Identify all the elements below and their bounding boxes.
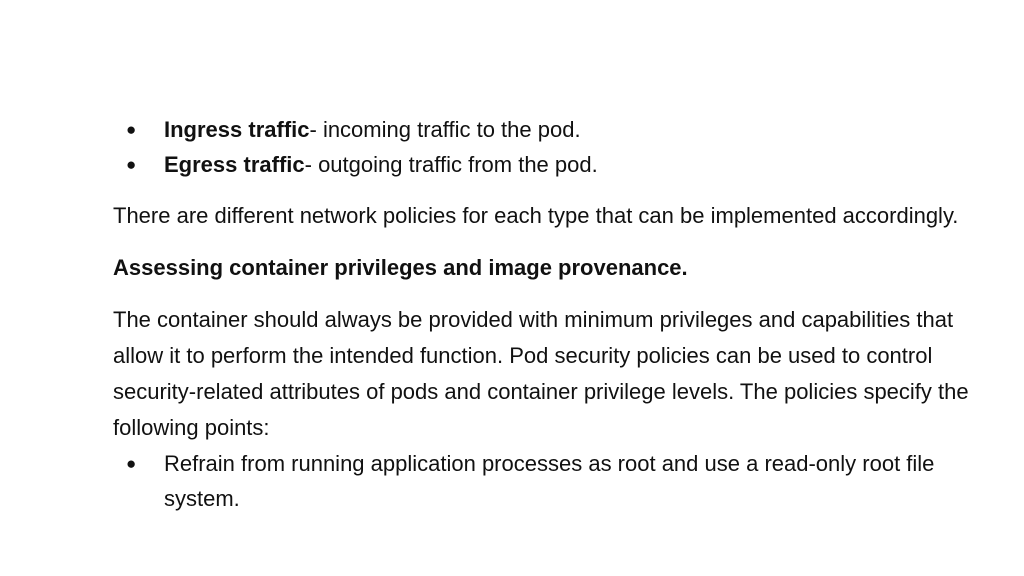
term-egress: Egress traffic — [164, 152, 305, 177]
paragraph-container-privileges: The container should always be provided with minimum privileges and capabilities that allow it to perform the intended function. Pod security policies can be used to control security-related attributes of pods and container privilege levels. The policies specify the following points: — [113, 307, 969, 440]
list-item-ingress — [113, 112, 1003, 147]
paragraph-network-policies: There are different network policies for each type that can be implemented accordingly. — [113, 203, 959, 228]
bullet-icon: ● — [126, 120, 137, 139]
section-heading: Assessing container privileges and image provenance. — [113, 255, 688, 280]
bullet-icon: ● — [126, 155, 137, 174]
list-item-egress — [113, 147, 1003, 182]
policy-points-list — [113, 446, 1003, 516]
bullet-icon: ● — [126, 454, 137, 473]
point-text: Refrain from running application processes as root and use a read-only root file system. — [164, 451, 935, 511]
desc-ingress: - incoming traffic to the pod. — [309, 117, 581, 142]
document-page — [113, 112, 1003, 516]
desc-egress: - outgoing traffic from the pod. — [304, 152, 598, 177]
traffic-types-list — [113, 112, 1003, 182]
list-item-root — [113, 446, 1003, 516]
term-ingress: Ingress traffic — [164, 117, 310, 142]
